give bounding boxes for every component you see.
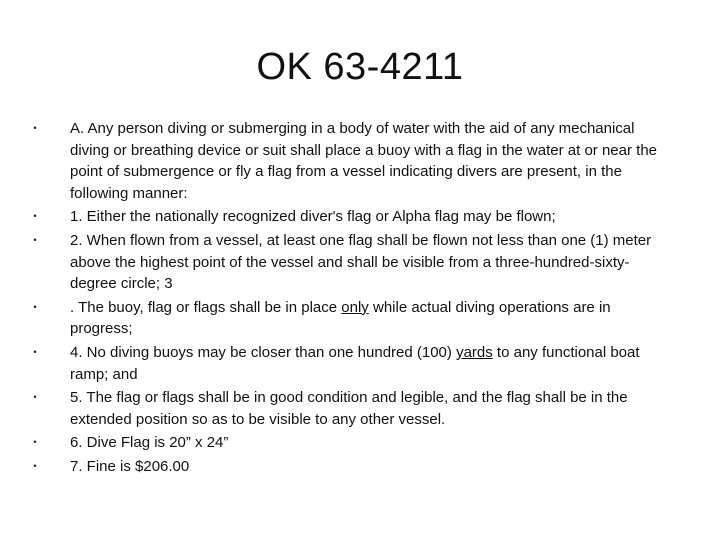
bullet-text: 5. The flag or flags shall be in good condition and legible, and the flag shall be in the extended position so as to be visible to any other vessel. (70, 389, 628, 428)
underlined-word: yards (456, 343, 493, 361)
bullet-text (70, 299, 611, 338)
bullet-text: 6. Dive Flag is 20” x 24” (70, 434, 229, 452)
bullet-text-after: to any functional boat ramp; and (70, 343, 640, 383)
bullet-dot-icon: • (33, 392, 37, 403)
bullet-dot-icon: • (33, 437, 37, 448)
bullet-dot-icon: • (33, 460, 37, 471)
bullet-item (30, 297, 670, 340)
bullet-item (30, 387, 670, 430)
underlined-word: only (341, 298, 369, 316)
slide-title: OK 63-4211 (256, 46, 464, 88)
bullet-text-before: . The buoy, flag or flags shall be in place (70, 298, 342, 316)
bullet-item (30, 432, 670, 454)
bullet-text-after: while actual diving operations are in progress; (70, 298, 611, 338)
bullet-text: 2. When flown from a vessel, at least one flag shall be flown not less than one (1) meter above the highest point of the vessel and shall be visible from a three-hundred-sixty-degree circle; 3 (70, 231, 652, 293)
bullet-item (30, 118, 670, 204)
bullet-dot-icon: • (33, 346, 37, 357)
bullet-dot-icon: • (33, 234, 37, 245)
bullet-dot-icon: • (33, 123, 37, 133)
bullet-list (30, 118, 670, 480)
bullet-text: 1. Either the nationally recognized diver's flag or Alpha flag may be flown; (70, 208, 556, 226)
bullet-dot-icon: • (33, 211, 37, 222)
bullet-item (30, 342, 670, 385)
bullet-text: A. Any person diving or submerging in a body of water with the aid of any mechanical diving or breathing device or suit shall place a buoy with a flag in the water at or near the point of submergence or fly a flag from a vessel indicating divers are present, in the following manner: (70, 120, 658, 202)
bullet-text (70, 344, 640, 383)
bullet-item (30, 206, 670, 228)
bullet-text: 7. Fine is $206.00 (70, 457, 190, 475)
bullet-dot-icon: • (33, 301, 37, 312)
bullet-item (30, 456, 670, 478)
bullet-text-before: 4. No diving buoys may be closer than one hundred (100) (70, 343, 457, 361)
bullet-item (30, 230, 670, 295)
